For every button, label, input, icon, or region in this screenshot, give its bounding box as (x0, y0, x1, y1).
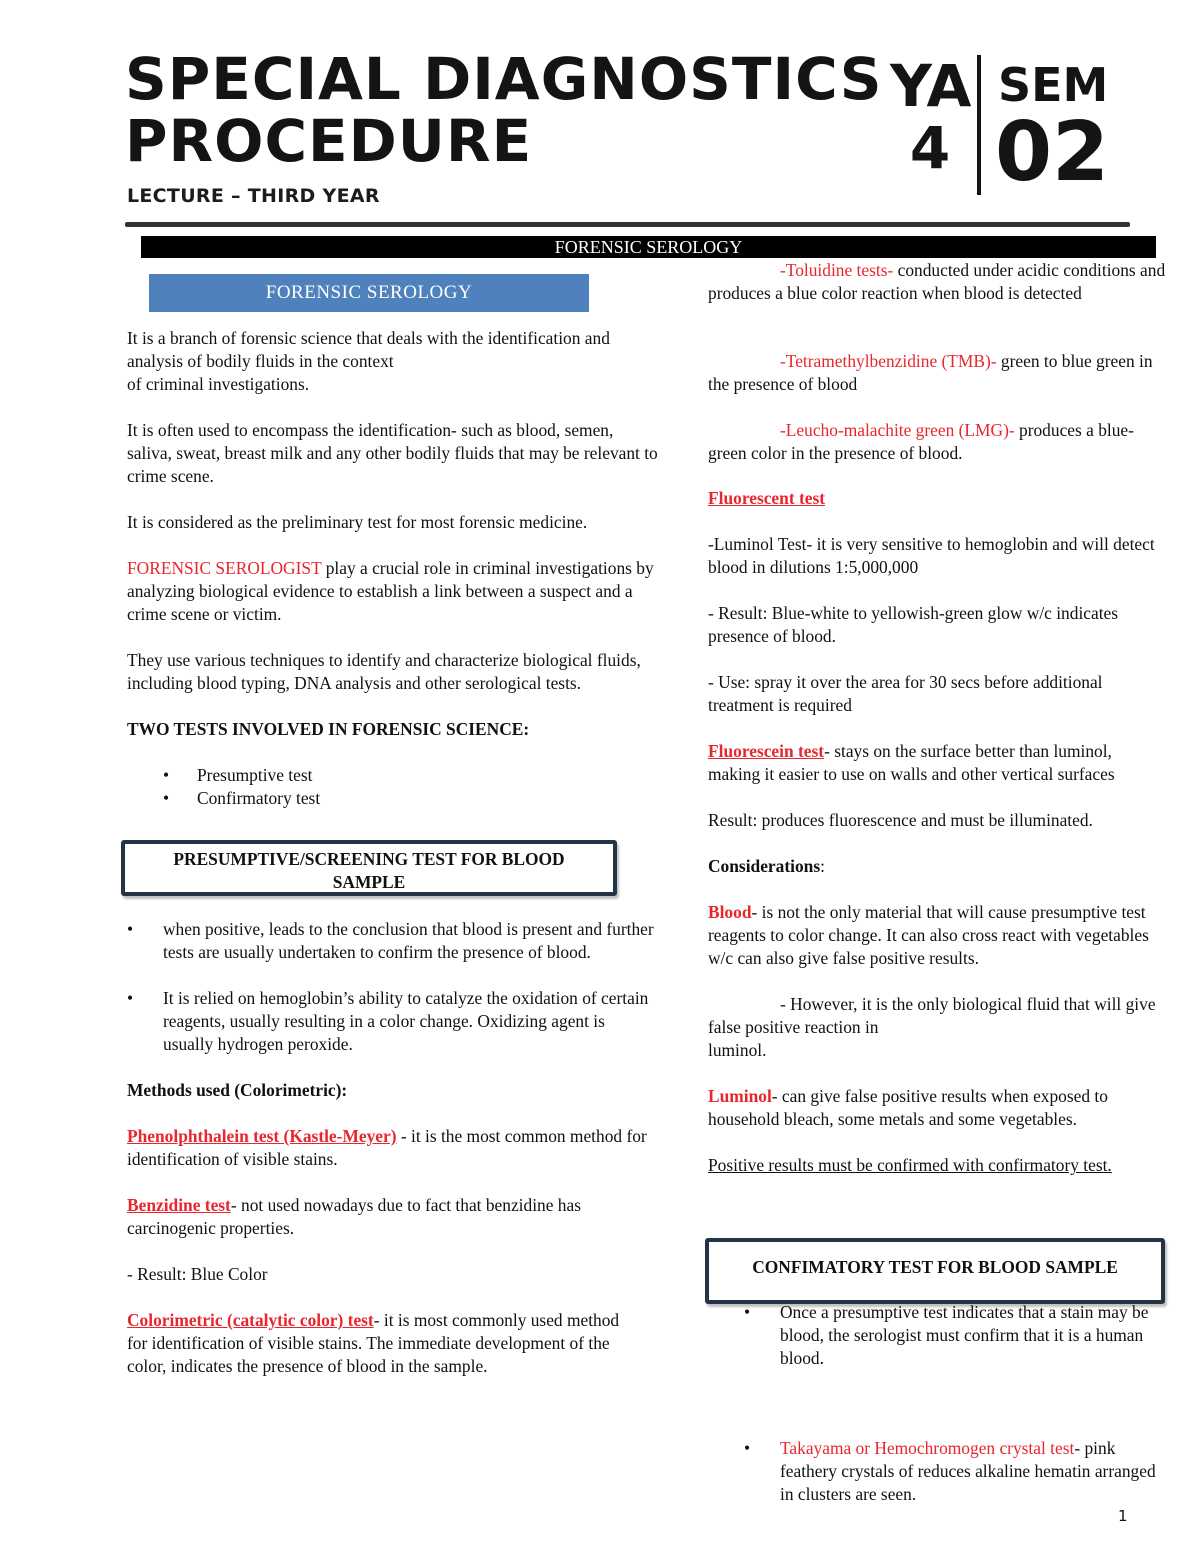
bullet-icon: • (127, 988, 134, 1008)
intro-text-1: It is a branch of forensic science that deals with the identification and analysis of bodily fluids in the context (127, 328, 610, 371)
list-item (127, 918, 657, 964)
year-number: 4 (909, 114, 951, 182)
takayama-block (708, 1437, 1168, 1506)
year-indicator (890, 52, 972, 182)
list-item-text: It is relied on hemoglobin’s ability to catalyze the oxidation of certain reagents, usually resulting in a color change. Oxidizing agent is usually hydrogen peroxide. (163, 988, 649, 1054)
right-column-fluorescent (708, 487, 1168, 1177)
page-number: 1 (1118, 1507, 1128, 1525)
fluorescein-paragraph (708, 740, 1168, 786)
presumptive-bullets-2 (127, 987, 657, 1056)
takayama-term: Takayama or Hemochromogen crystal test (780, 1438, 1075, 1458)
considerations-heading (708, 855, 1168, 878)
bullet-icon: • (163, 788, 170, 808)
however-paragraph (708, 993, 1168, 1062)
left-column-intro (127, 327, 662, 810)
fluorescein-text: - stays on the surface better than luminol, making it easier to use on walls and other vertical surfaces (708, 741, 1115, 784)
confirmatory-test-box (705, 1238, 1165, 1304)
methods-heading: Methods used (Colorimetric): (127, 1080, 348, 1100)
header-divider (977, 55, 981, 195)
right-column-confirmatory (708, 1301, 1168, 1370)
fluorescent-heading: Fluorescent test (708, 488, 826, 508)
left-column-methods (127, 918, 657, 1378)
right-column (708, 259, 1168, 282)
toluidine-term: -Toluidine tests- (780, 260, 894, 280)
list-item-text: Presumptive test (197, 765, 313, 785)
confirmatory-bullets (708, 1301, 1168, 1370)
benzidine-paragraph (127, 1194, 657, 1240)
techniques-paragraph: They use various techniques to identify and characterize biological fluids, including blood typing, DNA analysis and other serological tests. (127, 650, 641, 693)
tmb-paragraph (708, 350, 1168, 396)
two-tests-list (127, 764, 662, 810)
blood-text: - is not the only material that will cause presumptive test reagents to color change. It can also cross react with vegetables w/c can also give false positive results. (708, 902, 1149, 968)
year-label: YA (890, 52, 972, 120)
however-text-b: luminol. (708, 1040, 767, 1060)
title-line-1: SPECIAL DIAGNOSTICS (125, 45, 883, 113)
serologist-text: play a crucial role in criminal investigations by analyzing biological evidence to establish a link between a suspect and a crime scene or victim. (127, 558, 654, 624)
confirmatory-box-text: CONFIMATORY TEST FOR BLOOD SAMPLE (752, 1257, 1118, 1277)
blood-term: Blood (708, 902, 752, 922)
luminol-term: Luminol (708, 1086, 772, 1106)
bullet-icon: • (744, 1438, 751, 1458)
tmb-term: -Tetramethylbenzidine (TMB)- (780, 351, 997, 371)
intro-text-1b: of criminal investigations. (127, 374, 310, 394)
bullet-icon: • (163, 765, 170, 785)
colorimetric-paragraph (127, 1309, 622, 1378)
section-banner: FORENSIC SEROLOGY (141, 236, 1156, 258)
lmg-paragraph (708, 419, 1168, 465)
toluidine-text: conducted under acidic conditions and produces a blue color reaction when blood is detected (708, 260, 1166, 303)
phenolphthalein-term: Phenolphthalein test (Kastle-Meyer) (127, 1126, 397, 1146)
list-item (127, 787, 662, 810)
lmg-text: produces a blue-green color in the presence of blood. (708, 420, 1134, 463)
list-item-text: Confirmatory test (197, 788, 321, 808)
list-item (708, 1301, 1168, 1370)
takayama-bullets (708, 1437, 1168, 1506)
document-subtitle: LECTURE – THIRD YEAR (127, 185, 380, 207)
serologist-paragraph (127, 557, 662, 626)
bullet-icon: • (744, 1302, 751, 1322)
bullet-icon: • (127, 919, 134, 939)
luminol-test: -Luminol Test- it is very sensitive to hemoglobin and will detect blood in dilutions 1:5,000,000 (708, 534, 1155, 577)
presumptive-test-box (121, 840, 617, 896)
section-heading-box: FORENSIC SEROLOGY (149, 274, 589, 312)
intro-paragraph-3: It is considered as the preliminary test for most forensic medicine. (127, 512, 588, 532)
benzidine-term: Benzidine test (127, 1195, 231, 1215)
colorimetric-text: - it is most commonly used method for identification of visible stains. The immediate development of the color, indicates the presence of blood in the sample. (127, 1310, 620, 1376)
document-title (125, 45, 883, 175)
presumptive-bullets (127, 918, 657, 964)
intro-paragraph-2: It is often used to encompass the identification- such as blood, semen, saliva, sweat, breast milk and any other bodily fluids that may be relevant to crime scene. (127, 420, 658, 486)
serologist-term: FORENSIC SEROLOGIST (127, 558, 322, 578)
toluidine-paragraph (708, 259, 1168, 282)
fluorescein-result: Result: produces fluorescence and must be illuminated. (708, 810, 1093, 830)
list-item (127, 764, 662, 787)
list-item-text: Once a presumptive test indicates that a stain may be blood, the serologist must confirm that it is a human blood. (780, 1302, 1149, 1368)
luminol-consideration (708, 1085, 1168, 1131)
luminol-consideration-text: - can give false positive results when exposed to household bleach, some metals and some vegetables. (708, 1086, 1108, 1129)
benzidine-text: - not used nowadays due to fact that benzidine has carcinogenic properties. (127, 1195, 581, 1238)
tmb-text: green to blue green in the presence of blood (708, 351, 1153, 394)
title-line-2: PROCEDURE (125, 107, 533, 175)
list-item (708, 1437, 1168, 1506)
takayama-text: - pink feathery crystals of reduces alkaline hematin arranged in clusters are seen. (780, 1438, 1156, 1504)
header-rule (125, 222, 1130, 227)
colorimetric-term: Colorimetric (catalytic color) test (127, 1310, 374, 1330)
fluorescein-term: Fluorescein test (708, 741, 825, 761)
two-tests-heading: TWO TESTS INVOLVED IN FORENSIC SCIENCE: (127, 719, 530, 739)
blood-paragraph (708, 901, 1168, 970)
phenolphthalein-text: - it is the most common method for identification of visible stains. (127, 1126, 647, 1169)
semester-label: SEM (998, 58, 1109, 112)
right-column-main (708, 350, 1168, 465)
list-item (127, 987, 657, 1056)
luminol-result: - Result: Blue-white to yellowish-green glow w/c indicates presence of blood. (708, 603, 1119, 646)
semester-number: 02 (995, 105, 1110, 200)
presumptive-box-text: PRESUMPTIVE/SCREENING TEST FOR BLOOD SAMPLE (173, 849, 565, 892)
luminol-use: - Use: spray it over the area for 30 secs before additional treatment is required (708, 672, 1103, 715)
list-item-text: when positive, leads to the conclusion that blood is present and further tests are usually undertaken to confirm the presence of blood. (163, 919, 654, 962)
positive-note: Positive results must be confirmed with confirmatory test. (708, 1155, 1112, 1175)
considerations-colon: : (820, 856, 825, 876)
lmg-term: -Leucho-malachite green (LMG)- (780, 420, 1015, 440)
phenolphthalein-paragraph (127, 1125, 657, 1171)
considerations-label: Considerations (708, 856, 821, 876)
however-text: - However, it is the only biological fluid that will give false positive reaction in (708, 994, 1156, 1037)
intro-paragraph-1 (127, 327, 662, 396)
benzidine-result: - Result: Blue Color (127, 1264, 268, 1284)
